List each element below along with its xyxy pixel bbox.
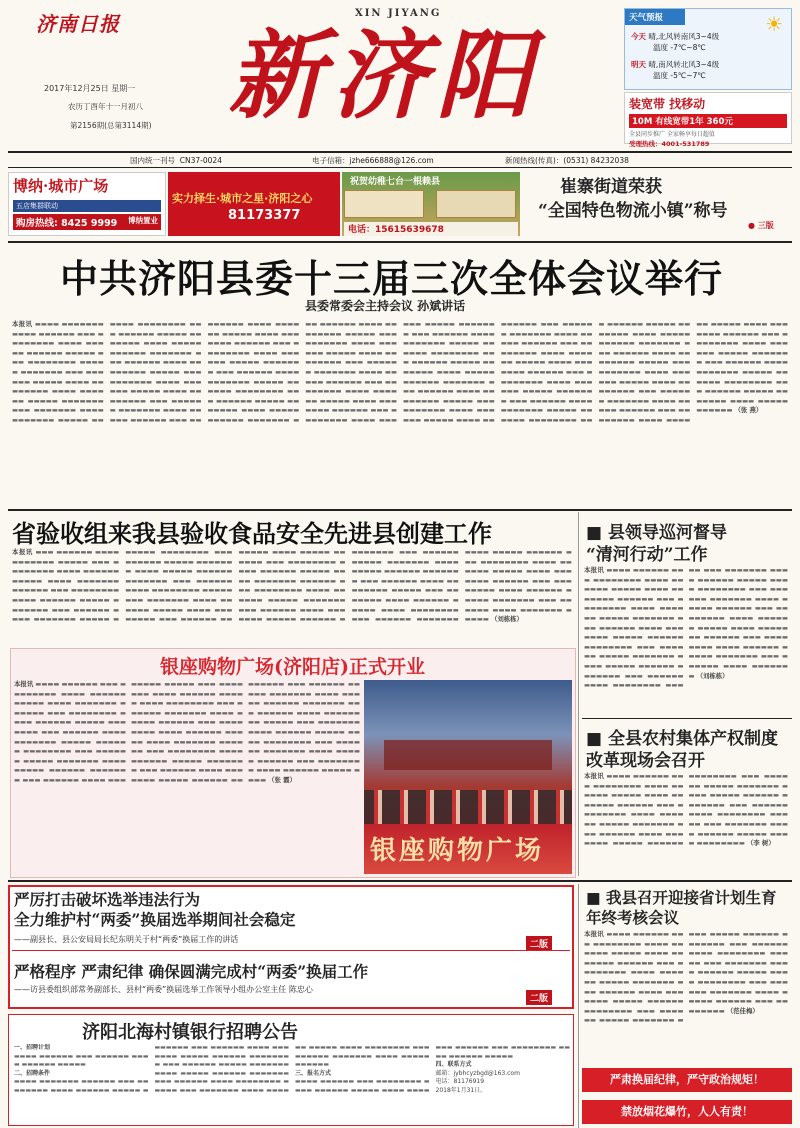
sun-icon: ☀ — [765, 12, 783, 36]
ad-bona-phone: 购房热线: 8425 9999 博纳置业 — [13, 214, 161, 230]
food-body: 本报讯 ▬▬▬ ▬▬▬▬▬▬ ▬▬▬▬ ▬▬▬▬▬▬▬ ▬▬▬▬▬ ▬▬▬ ▬▬▬▬▬▬▬▬ ▬▬▬▬ ▬▬▬▬▬▬ ▬▬▬▬▬ ▬▬▬▬ ▬▬▬▬▬▬▬ ▬▬▬▬▬▬ ▬▬▬ ▬▬▬▬▬▬▬▬ ▬▬▬▬ ▬▬▬▬▬▬ ▬▬▬▬▬ ▬▬▬▬▬▬▬ ▬▬▬ ▬▬▬▬▬▬ ▬▬▬▬ ▬▬▬▬▬▬▬ ▬▬▬▬▬ ▬▬▬▬▬▬ ▬▬▬▬▬▬▬▬ ▬▬▬ ▬▬▬▬▬▬ ▬▬▬▬▬ ▬▬▬▬▬▬▬ ▬▬▬▬ ▬▬▬▬▬ ▬▬▬▬▬▬ ▬▬▬▬▬▬▬ ▬▬▬ ▬▬▬▬▬▬ ▬▬▬▬ ▬▬▬▬▬▬▬▬ ▬▬▬▬▬ ▬▬▬ ▬▬▬▬▬▬▬ ▬▬▬▬ ▬▬▬▬▬▬ ▬▬▬▬▬ ▬▬▬▬ ▬▬▬▬▬▬▬▬ ▬▬▬ ▬▬▬▬▬▬ ▬▬▬▬▬▬▬ ▬▬▬▬ ▬▬▬▬▬ ▬▬▬▬▬▬ ▬▬▬ ▬▬▬▬▬▬▬▬ ▬▬▬▬ ▬▬▬▬▬▬ ▬▬▬▬▬ ▬▬▬▬ ▬▬▬▬▬▬▬ ▬▬▬▬▬▬ ▬▬▬ ▬▬▬▬▬▬▬▬ ▬▬▬▬ ▬▬▬▬▬▬ ▬▬▬▬▬ ▬▬▬▬▬▬▬ ▬▬▬ ▬▬▬▬▬▬ ▬▬▬▬ ▬▬▬▬▬▬▬ ▬▬▬▬▬ ▬▬▬▬▬▬ ▬▬▬▬▬▬▬▬ ▬▬▬ ▬▬▬▬▬▬ ▬▬▬▬▬ ▬▬▬▬▬▬▬ ▬▬▬▬ ▬▬▬▬▬ ▬▬▬▬▬▬ ▬▬▬▬▬▬▬ ▬▬▬ ▬▬▬▬▬▬ ▬▬▬▬ ▬▬▬▬▬▬▬▬ ▬▬▬▬▬ ▬▬▬ ▬▬▬▬▬▬▬ ▬▬▬▬ ▬▬▬▬▬▬ ▬▬▬▬▬ ▬▬▬▬ ▬▬▬▬▬▬▬▬ ▬▬▬ ▬▬▬▬▬▬ ▬▬▬▬▬▬▬ ▬▬▬▬ ▬▬▬▬▬ ▬▬▬▬▬▬ ▬▬▬ ▬▬▬▬▬▬▬▬ ▬▬▬▬ ▬▬▬▬▬▬ ▬▬▬▬▬ ▬▬▬▬ ▬▬▬▬▬▬▬ ▬▬▬▬▬▬ ▬▬▬ ▬▬▬▬▬▬▬▬ ▬▬▬▬ ▬▬▬▬▬▬ ▬▬▬▬▬ ▬▬▬▬▬▬▬ ▬▬▬ ▬▬▬▬▬▬ ▬▬▬▬ ▬▬▬▬▬▬▬ ▬▬▬▬▬ （刘栋栋） — [12, 548, 572, 624]
ad-grain-phone: 电话：15615639678 — [344, 222, 518, 236]
xunhe-body: 本报讯 ▬▬▬▬ ▬▬▬▬▬▬ ▬▬▬ ▬▬▬▬▬▬▬▬ ▬▬▬▬ ▬▬▬▬▬▬ ▬▬▬▬▬ ▬▬▬▬ ▬▬▬▬▬▬▬ ▬▬▬▬▬▬ ▬▬▬ ▬▬▬▬▬▬▬▬ ▬▬▬▬ ▬▬▬▬▬▬ ▬▬▬▬▬ ▬▬▬▬▬▬▬ ▬▬▬ ▬▬▬▬▬▬ ▬▬▬▬ ▬▬▬▬▬▬▬ ▬▬▬▬▬ ▬▬▬▬▬▬ ▬▬▬▬▬▬▬▬ ▬▬▬ ▬▬▬▬▬▬ ▬▬▬▬▬ ▬▬▬▬▬▬▬ ▬▬▬▬ ▬▬▬▬▬ ▬▬▬▬▬▬ ▬▬▬▬▬▬▬ ▬▬▬ ▬▬▬▬▬▬ ▬▬▬▬ ▬▬▬▬▬▬▬▬ ▬▬▬▬▬ ▬▬▬ ▬▬▬▬▬▬▬ ▬▬▬▬ ▬▬▬▬▬▬ ▬▬▬▬▬ ▬▬▬▬ ▬▬▬▬▬▬▬▬ ▬▬▬ ▬▬▬▬▬▬ ▬▬▬▬▬▬▬ ▬▬▬▬ ▬▬▬▬▬ ▬▬▬▬▬▬ ▬▬▬ ▬▬▬▬▬▬▬▬ ▬▬▬▬ ▬▬▬▬▬▬ ▬▬▬▬▬ ▬▬▬▬ ▬▬▬▬▬▬▬ ▬▬▬▬▬▬ ▬▬▬ ▬▬▬▬▬▬▬▬ ▬▬▬▬ ▬▬▬▬▬▬ ▬▬▬▬▬ ▬▬▬▬▬▬▬ ▬▬▬ ▬▬▬▬▬▬ ▬▬▬▬ ▬▬▬▬▬▬▬ （刘栋栋） — [584, 566, 788, 690]
weather-title: 天气预报 — [625, 9, 685, 25]
ad-grain — [342, 172, 520, 236]
mobile-ad-line4: 受理热线：4001-531789 — [629, 140, 710, 148]
mobile-ad — [624, 92, 792, 148]
lead-title: 中共济阳县委十三届三次全体会议举行 — [60, 256, 724, 301]
ad-bona-name: 博纳·城市广场 — [13, 177, 109, 195]
tel-line: 新闻热线(传真)：(0531) 84232038 — [505, 156, 629, 165]
masthead-issue: 第2156期(总第3114期) — [70, 121, 152, 130]
weather-row-tomorrow: 明天 晴,南风转北风3~4级 温度 -5℃~7℃ — [631, 60, 720, 80]
cn-number: 国内统一刊号 CN37-0024 — [130, 156, 222, 165]
lead-subtitle: 县委常委会主持会议 孙斌讲话 — [305, 299, 466, 313]
slogan-2: 禁放烟花爆竹，人人有责！ — [582, 1100, 792, 1124]
masthead-title: 新济阳 — [228, 19, 540, 132]
ad-xingcheng-line: 实力择生·城市之星·济阳之心 — [172, 192, 313, 205]
planning-title-1: ■ 我县召开迎接省计划生育 — [586, 888, 777, 907]
xunhe-title-2: “清河行动”工作 — [586, 545, 708, 565]
rural-body: 本报讯 ▬▬▬▬ ▬▬▬▬▬▬ ▬▬▬ ▬▬▬▬▬▬▬▬ ▬▬▬▬ ▬▬▬▬▬▬ ▬▬▬▬▬ ▬▬▬▬ ▬▬▬▬▬▬▬ ▬▬▬▬▬▬ ▬▬▬ ▬▬▬▬▬▬▬▬ ▬▬▬▬ ▬▬▬▬▬▬ ▬▬▬▬▬ ▬▬▬▬▬▬▬ ▬▬▬ ▬▬▬▬▬▬ ▬▬▬▬ ▬▬▬▬▬▬▬ ▬▬▬▬▬ ▬▬▬▬▬▬ ▬▬▬▬▬▬▬▬ ▬▬▬ ▬▬▬▬▬▬ ▬▬▬▬▬ ▬▬▬▬▬▬▬ ▬▬▬▬ ▬▬▬▬▬ ▬▬▬▬▬▬ ▬▬▬▬▬▬▬ ▬▬▬ ▬▬▬▬▬▬ ▬▬▬▬ ▬▬▬▬▬▬▬▬ ▬▬▬▬▬ ▬▬▬ ▬▬▬▬▬▬▬ ▬▬▬▬ ▬▬▬▬▬▬ ▬▬▬▬▬ ▬▬▬▬ ▬▬▬▬▬▬▬▬ （李 树） — [584, 772, 788, 848]
ad-bona-sub: 五店集群联动 — [13, 200, 161, 212]
election-ref1: 二版 — [526, 936, 552, 951]
headline-cuizhai-1: 崔寨街道荣获 — [560, 177, 662, 197]
rural-title-2: 改革现场会召开 — [586, 751, 705, 771]
recruit-title: 济阳北海村镇银行招聘公告 — [82, 1022, 298, 1043]
election-title1-line1: 严厉打击破坏选举违法行为 — [14, 890, 201, 909]
mall-photo-sign: 银座购物广场 — [370, 836, 545, 866]
email-line: 电子信箱：jzhe666888@126.com — [312, 156, 434, 165]
mobile-ad-line2: 10M 有线宽带1年 360元 — [629, 114, 787, 128]
masthead-pinyin: XIN JIYANG — [355, 8, 442, 19]
weather-box — [624, 8, 792, 90]
weather-row-today: 今天 晴,北风转南风3~4级 温度 -7℃~8℃ — [631, 32, 720, 52]
mall-title: 银座购物广场(济阳店)正式开业 — [160, 656, 425, 678]
mobile-ad-line1: 装宽带 找移动 — [629, 97, 706, 111]
planning-body: 本报讯 ▬▬▬▬ ▬▬▬▬▬▬ ▬▬▬ ▬▬▬▬▬▬▬▬ ▬▬▬▬ ▬▬▬▬▬▬ ▬▬▬▬▬ ▬▬▬▬ ▬▬▬▬▬▬▬ ▬▬▬▬▬▬ ▬▬▬ ▬▬▬▬▬▬▬▬ ▬▬▬▬ ▬▬▬▬▬▬ ▬▬▬▬▬ ▬▬▬▬▬▬▬ ▬▬▬ ▬▬▬▬▬▬ ▬▬▬▬ ▬▬▬▬▬▬▬ ▬▬▬▬▬ ▬▬▬▬▬▬ ▬▬▬▬▬▬▬▬ ▬▬▬ ▬▬▬▬▬▬ ▬▬▬▬▬ ▬▬▬▬▬▬▬ ▬▬▬▬ ▬▬▬▬▬ ▬▬▬▬▬▬ ▬▬▬▬▬▬▬ ▬▬▬ ▬▬▬▬▬▬ ▬▬▬▬ ▬▬▬▬▬▬▬▬ ▬▬▬▬▬ ▬▬▬ ▬▬▬▬▬▬▬ ▬▬▬▬ ▬▬▬▬▬▬ ▬▬▬▬▬ ▬▬▬▬ ▬▬▬▬▬▬▬▬ ▬▬▬ ▬▬▬▬▬▬ ▬▬▬▬▬▬▬ ▬▬▬▬ ▬▬▬▬▬ ▬▬▬▬▬▬ ▬▬▬ ▬▬▬▬▬▬▬▬ （范佳梅） — [584, 930, 788, 1025]
small-logo: 济南日报 — [36, 12, 120, 36]
slogan-1: 严肃换届纪律，严守政治规矩！ — [582, 1068, 792, 1092]
mall-body: 本报讯 ▬▬▬▬ ▬▬▬▬▬▬ ▬▬▬ ▬▬▬▬▬▬▬▬ ▬▬▬▬ ▬▬▬▬▬▬ ▬▬▬▬▬ ▬▬▬▬ ▬▬▬▬▬▬▬ ▬▬▬▬▬▬ ▬▬▬ ▬▬▬▬▬▬▬▬ ▬▬▬▬ ▬▬▬▬▬▬ ▬▬▬▬▬ ▬▬▬▬▬▬▬ ▬▬▬ ▬▬▬▬▬▬ ▬▬▬▬ ▬▬▬▬▬▬▬ ▬▬▬▬▬ ▬▬▬▬▬▬ ▬▬▬▬▬▬▬▬ ▬▬▬ ▬▬▬▬▬▬ ▬▬▬▬▬ ▬▬▬▬▬▬▬ ▬▬▬▬ ▬▬▬▬▬ ▬▬▬▬▬▬ ▬▬▬▬▬▬▬ ▬▬▬ ▬▬▬▬▬▬ ▬▬▬▬ ▬▬▬▬▬▬▬▬ ▬▬▬▬▬ ▬▬▬ ▬▬▬▬▬▬▬ ▬▬▬▬ ▬▬▬▬▬▬ ▬▬▬▬▬ ▬▬▬▬ ▬▬▬▬▬▬▬▬ ▬▬▬ ▬▬▬▬▬▬ ▬▬▬▬▬▬▬ ▬▬▬▬ ▬▬▬▬▬ ▬▬▬▬▬▬ ▬▬▬ ▬▬▬▬▬▬▬▬ ▬▬▬▬ ▬▬▬▬▬▬ ▬▬▬▬▬ ▬▬▬▬ ▬▬▬▬▬▬▬ ▬▬▬▬▬▬ ▬▬▬ ▬▬▬▬▬▬▬▬ ▬▬▬▬ ▬▬▬▬▬▬ ▬▬▬▬▬ ▬▬▬▬▬▬▬ ▬▬▬ ▬▬▬▬▬▬ ▬▬▬▬ ▬▬▬▬▬▬▬ ▬▬▬▬▬ ▬▬▬▬▬▬ ▬▬▬▬▬▬▬▬ ▬▬▬ ▬▬▬▬▬▬ ▬▬▬▬▬ ▬▬▬▬▬▬▬ ▬▬▬▬ ▬▬▬▬▬ ▬▬▬▬▬▬ ▬▬▬▬▬▬▬ ▬▬▬ ▬▬▬▬▬▬ ▬▬▬▬ ▬▬▬▬▬▬▬▬ ▬▬▬▬▬ ▬▬▬ ▬▬▬▬▬▬▬ ▬▬▬▬ ▬▬▬▬▬▬ ▬▬▬▬▬ ▬▬▬▬ ▬▬▬▬▬▬▬▬ ▬▬▬ ▬▬▬▬▬▬ ▬▬▬▬▬▬▬ ▬▬▬▬ ▬▬▬▬▬ ▬▬▬▬▬▬ ▬▬▬ ▬▬▬▬▬▬▬▬ ▬▬▬▬ ▬▬▬▬▬▬ ▬▬▬▬▬ ▬▬▬▬ （张 霞） — [14, 680, 360, 784]
mobile-ad-line3: 全县同步推广 全家畅享每日超值 — [629, 131, 715, 138]
masthead-date: 2017年12月25日 星期一 — [44, 84, 136, 93]
planning-title-2: 年终考核会议 — [586, 908, 680, 927]
headline-cuizhai-2: “全国特色物流小镇”称号 — [538, 201, 728, 221]
rural-title-1: ■ 全县农村集体产权制度 — [586, 729, 778, 749]
xunhe-title-1: ■ 县领导巡河督导 — [586, 523, 727, 543]
ad-xingcheng — [168, 172, 340, 236]
election-sub2: ——访县委组织部常务副部长、县村“两委”换届选举工作领导小组办公室主任 陈忠心 — [14, 985, 313, 994]
election-sub1: ——副县长、县公安局局长纪东明关于村“两委”换届工作的讲话 — [14, 935, 239, 944]
election-title1-line2: 全力维护村“两委”换届选举期间社会稳定 — [14, 910, 296, 929]
ad-bona — [8, 172, 166, 236]
mall-photo — [364, 680, 572, 874]
recruit-body: 一、招聘计划 ▬▬▬▬ ▬▬▬▬▬▬ ▬▬▬ ▬▬▬▬▬▬ ▬▬▬▬ ▬▬▬▬▬▬ ▬▬▬▬▬ 二、招聘条件 ▬▬▬▬ ▬▬▬▬▬▬▬ ▬▬▬▬▬▬ ▬▬▬ ▬▬▬▬▬▬▬▬ ▬▬▬▬ ▬▬▬▬▬▬ ▬▬▬▬▬ ▬▬▬▬▬▬▬ ▬▬▬ ▬▬▬▬▬▬ ▬▬▬▬ ▬▬▬▬▬▬▬ ▬▬▬▬▬ ▬▬▬▬▬▬ ▬▬▬▬▬▬▬▬ ▬▬▬ ▬▬▬▬▬▬ ▬▬▬▬▬ ▬▬▬▬▬▬▬ ▬▬▬▬ ▬▬▬▬▬ ▬▬▬▬▬▬ ▬▬▬▬▬▬▬ ▬▬▬ ▬▬▬▬▬▬ ▬▬▬▬ ▬▬▬▬▬▬▬▬ ▬▬▬▬▬ ▬▬▬ ▬▬▬▬▬▬▬ ▬▬▬▬ ▬▬▬▬▬▬ ▬▬▬▬▬ ▬▬▬▬ ▬▬▬▬▬▬▬▬ ▬▬▬ ▬▬▬▬▬▬ ▬▬▬▬▬▬▬ ▬▬▬▬ ▬▬▬▬▬ ▬▬▬▬▬▬ 三、报名方式 ▬▬▬▬ ▬▬▬▬▬▬ ▬▬▬ ▬▬▬▬▬▬▬▬ ▬▬▬▬ ▬▬▬▬▬▬ ▬▬▬▬▬ ▬▬▬▬ ▬▬▬▬▬▬▬ ▬▬▬▬▬▬ ▬▬▬ ▬▬▬▬▬▬▬▬ ▬▬▬▬ ▬▬▬▬▬▬ ▬▬▬▬▬ 四、联系方式 邮箱：jybhcyzbgd@163.com 电话：81176919 2018年1月31日。 — [14, 1044, 570, 1094]
ad-xingcheng-phone: 81173377 — [228, 208, 301, 223]
headline-cuizhai-ref: ● 三版 — [748, 221, 774, 230]
food-title: 省验收组来我县验收食品安全先进县创建工作 — [12, 519, 492, 548]
lead-body: 本报讯 ▬▬▬▬ ▬▬▬▬▬▬▬ ▬▬▬▬ ▬▬▬▬▬▬ ▬▬▬ ▬▬▬▬▬▬▬▬ ▬▬▬▬ ▬▬▬▬▬ ▬▬▬▬▬▬ ▬▬▬▬▬ ▬▬▬ ▬▬▬▬▬▬▬▬ ▬▬▬▬▬ ▬▬▬▬▬▬▬ ▬▬▬ ▬▬▬▬▬▬ ▬▬▬▬▬ ▬▬▬▬ ▬▬▬▬▬▬▬▬ ▬▬▬▬ ▬▬▬▬▬▬ ▬▬▬▬▬ ▬▬▬▬▬▬▬ ▬▬▬ ▬▬▬▬▬▬▬ ▬▬▬▬ ▬▬▬▬▬▬▬ ▬▬▬▬▬ ▬▬▬▬▬▬ ▬▬▬▬▬▬▬▬ ▬▬▬ ▬▬▬▬▬▬ ▬▬▬▬▬ ▬▬▬▬▬▬▬ ▬▬▬▬ ▬▬▬▬▬ ▬▬▬▬▬▬ ▬▬▬▬▬▬▬ ▬▬▬ ▬▬▬▬▬▬ ▬▬▬▬ ▬▬▬▬▬▬▬▬ ▬▬▬▬▬ ▬▬▬ ▬▬▬▬▬▬▬ ▬▬▬▬ ▬▬▬▬▬▬ ▬▬▬▬▬ ▬▬▬▬ ▬▬▬▬▬▬▬▬ ▬▬▬ ▬▬▬▬▬▬ ▬▬▬▬▬▬▬ ▬▬▬▬ ▬▬▬▬▬ ▬▬▬▬▬▬ ▬▬▬ ▬▬▬▬▬▬▬▬ ▬▬▬▬ ▬▬▬▬▬▬ ▬▬▬▬▬ ▬▬▬▬ ▬▬▬▬▬▬▬ ▬▬▬▬▬▬ ▬▬▬ ▬▬▬▬▬▬▬▬ ▬▬▬▬ ▬▬▬▬▬▬ ▬▬▬▬▬ ▬▬▬▬▬▬▬ ▬▬▬ ▬▬▬▬▬▬ ▬▬▬▬ ▬▬▬▬▬▬▬ ▬▬▬▬▬ ▬▬▬▬▬▬ ▬▬▬▬▬▬▬▬ ▬▬▬ ▬▬▬▬▬▬ ▬▬▬▬▬ ▬▬▬▬▬▬▬ ▬▬▬▬ ▬▬▬▬▬ ▬▬▬▬▬▬ ▬▬▬▬▬▬▬ ▬▬▬ ▬▬▬▬▬▬ ▬▬▬▬ ▬▬▬▬▬▬▬▬ ▬▬▬▬▬ ▬▬▬ ▬▬▬▬▬▬▬ ▬▬▬▬ ▬▬▬▬▬▬ ▬▬▬▬▬ ▬▬▬▬ ▬▬▬▬▬▬▬▬ ▬▬▬ ▬▬▬▬▬▬ ▬▬▬▬▬▬▬ ▬▬▬▬ ▬▬▬▬▬ ▬▬▬▬▬▬ ▬▬▬ ▬▬▬▬▬▬▬▬ ▬▬▬▬ ▬▬▬▬▬▬ ▬▬▬▬▬ ▬▬▬▬ ▬▬▬▬▬▬▬ ▬▬▬▬▬▬ ▬▬▬ ▬▬▬▬▬▬▬▬ ▬▬▬▬ ▬▬▬▬▬▬ ▬▬▬▬▬ ▬▬▬▬▬▬▬ ▬▬▬ ▬▬▬▬▬▬ ▬▬▬▬ ▬▬▬▬▬▬▬ ▬▬▬▬▬ ▬▬▬▬▬▬ ▬▬▬▬▬▬▬▬ ▬▬▬ ▬▬▬▬▬▬ ▬▬▬▬▬ ▬▬▬▬▬▬▬ ▬▬▬▬ ▬▬▬▬▬ ▬▬▬▬▬▬ ▬▬▬▬▬▬▬ ▬▬▬ ▬▬▬▬▬▬ ▬▬▬▬ ▬▬▬▬▬▬▬▬ ▬▬▬▬▬ ▬▬▬ ▬▬▬▬▬▬▬ ▬▬▬▬ ▬▬▬▬▬▬ ▬▬▬▬▬ ▬▬▬▬ ▬▬▬▬▬▬▬▬ ▬▬▬ ▬▬▬▬▬▬ ▬▬▬▬▬▬▬ ▬▬▬▬ ▬▬▬▬▬ ▬▬▬▬▬▬ ▬▬▬ ▬▬▬▬▬▬▬▬ ▬▬▬▬ ▬▬▬▬▬▬ ▬▬▬▬▬ ▬▬▬▬ ▬▬▬▬▬▬▬ ▬▬▬▬▬▬ ▬▬▬ ▬▬▬▬▬▬▬▬ ▬▬▬▬ ▬▬▬▬▬▬ ▬▬▬▬▬ ▬▬▬▬▬▬▬ ▬▬▬ ▬▬▬▬▬▬ ▬▬▬▬ ▬▬▬▬▬▬▬ ▬▬▬▬▬ ▬▬▬▬▬▬ ▬▬▬▬▬▬▬▬ ▬▬▬ ▬▬▬▬▬▬ ▬▬▬▬▬ ▬▬▬▬▬▬▬ ▬▬▬▬ ▬▬▬▬▬ ▬▬▬▬▬▬ ▬▬▬▬▬▬▬ ▬▬▬ ▬▬▬▬▬▬ ▬▬▬▬ ▬▬▬▬▬▬▬▬ ▬▬▬▬▬ ▬▬▬ ▬▬▬▬▬▬▬ ▬▬▬▬ ▬▬▬▬▬▬ ▬▬▬▬▬ ▬▬▬▬ ▬▬▬▬▬▬▬▬ ▬▬▬ ▬▬▬▬▬▬ ▬▬▬▬▬▬▬ ▬▬▬▬ ▬▬▬▬▬ ▬▬▬▬▬▬ ▬▬▬ ▬▬▬▬▬▬▬▬ ▬▬▬▬ ▬▬▬▬▬▬ ▬▬▬▬▬ ▬▬▬▬ ▬▬▬▬▬▬▬ ▬▬▬▬▬▬ ▬▬▬ ▬▬▬▬▬▬▬▬ ▬▬▬▬ ▬▬▬▬▬▬ ▬▬▬▬▬ ▬▬▬▬▬▬▬ ▬▬▬ ▬▬▬▬▬▬ ▬▬▬▬ ▬▬▬▬▬▬▬ ▬▬▬▬▬ ▬▬▬▬▬▬ ▬▬▬▬▬▬▬▬ ▬▬▬ ▬▬▬▬▬▬ ▬▬▬▬▬ ▬▬▬▬▬▬▬ ▬▬▬▬ ▬▬▬▬▬ ▬▬▬▬▬▬ （张 燕） — [12, 320, 788, 424]
masthead-lunar: 农历丁酉年十一月初八 — [68, 102, 143, 111]
ad-grain-title: 祝贺幼稚七台一根赖县 — [350, 177, 441, 187]
election-title2: 严格程序 严肃纪律 确保圆满完成村“两委”换届工作 — [14, 962, 369, 981]
election-ref2: 二版 — [526, 990, 552, 1005]
